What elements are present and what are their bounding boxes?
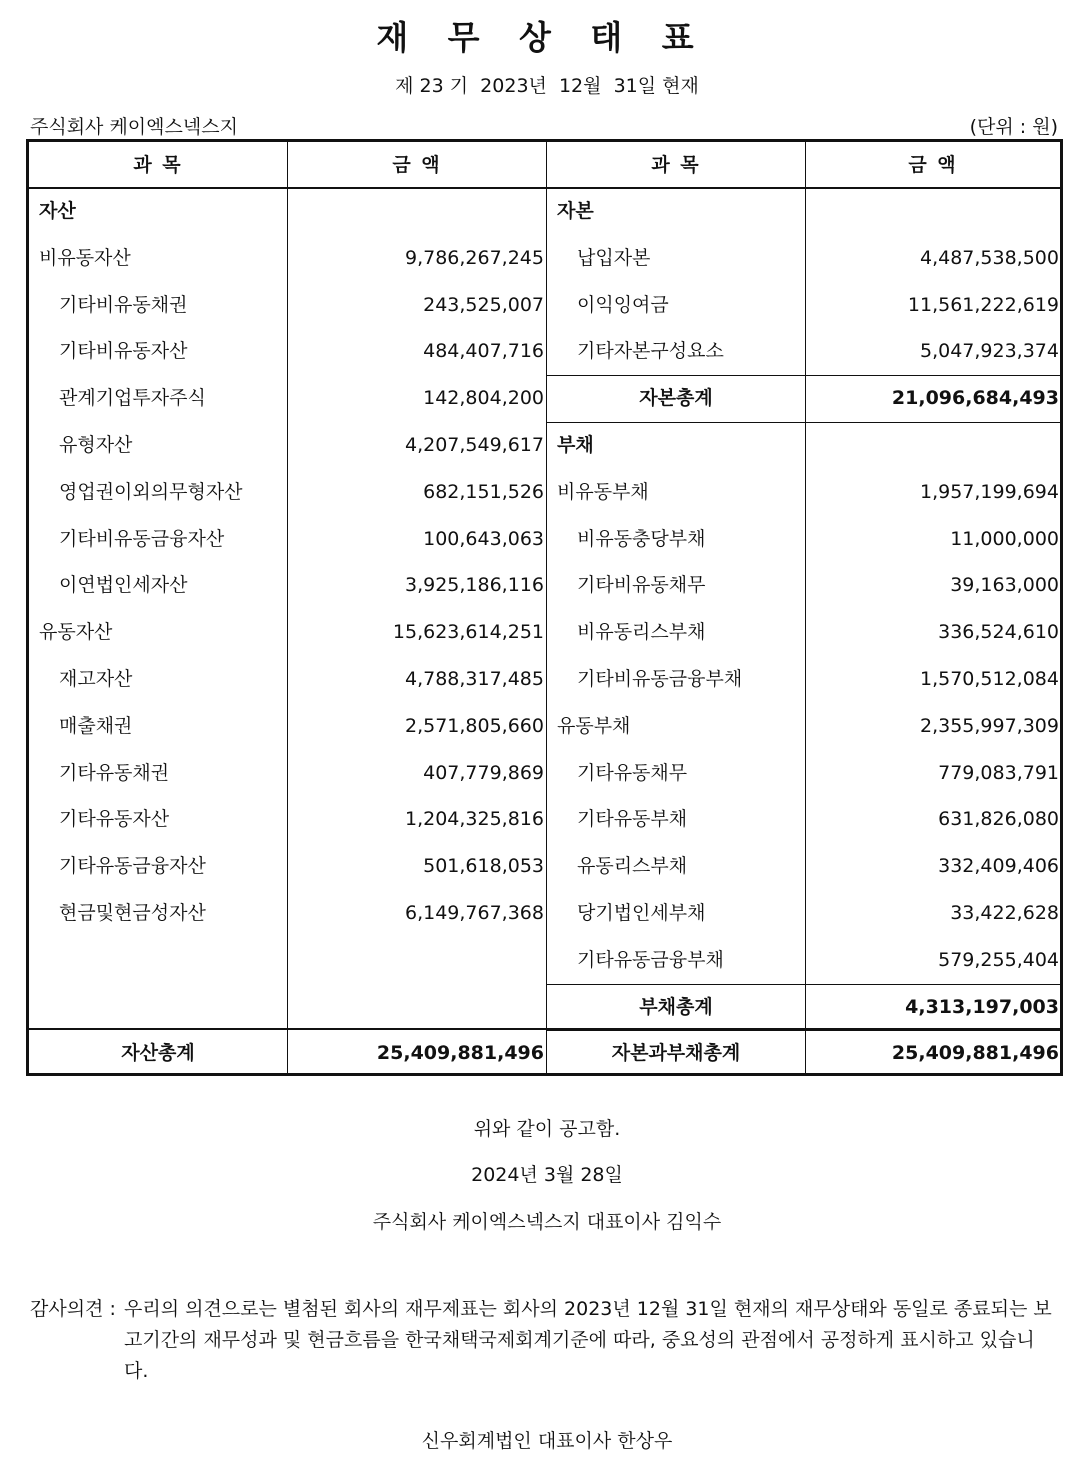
column-divider [805, 142, 806, 1073]
left-row-label: 매출채권 [59, 714, 133, 737]
right-row-label: 비유동충당부채 [577, 527, 706, 550]
right-row-amount: 2,355,997,309 [919, 714, 1059, 737]
left-row-amount: 682,151,526 [423, 480, 544, 503]
column-divider [287, 142, 288, 1073]
header-left-amount: 금 액 [392, 154, 442, 176]
right-row-label: 기타유동금융부채 [577, 948, 724, 971]
left-row-label: 유동자산 [39, 621, 113, 644]
left-row-label: 비유동자산 [39, 246, 131, 269]
audit-opinion-text: 우리의 의견으로는 별첨된 회사의 재무제표는 회사의 2023년 12월 31일 현재의 재무상태와 동일로 종료되는 보고기간의 재무성과 및 현금흐름을 한국채택국제회계기준에 따라, 중요성의 관점에서 공정하게 표시하고 있습니다. [124, 1298, 1052, 1382]
right-row-amount: 21,096,684,493 [891, 387, 1059, 410]
left-row-label: 영업권이외의무형자산 [59, 480, 243, 503]
left-row-amount: 1,204,325,816 [404, 808, 544, 831]
company-name: 주식회사 케이엑스넥스지 [30, 116, 238, 138]
right-row-amount: 579,255,404 [938, 948, 1059, 971]
left-row-amount: 6,149,767,368 [404, 902, 544, 924]
left-row-label: 현금및현금성자산 [59, 902, 206, 924]
right-row-label: 자본 [557, 200, 594, 222]
right-row-amount: 33,422,628 [950, 902, 1059, 924]
left-row-amount: 4,207,549,617 [404, 434, 544, 456]
left-row-label: 자산 [39, 200, 76, 222]
left-row-label: 기타비유동자산 [59, 340, 188, 363]
right-row-amount: 336,524,610 [938, 621, 1059, 644]
right-row-label: 기타비유동채무 [577, 574, 706, 597]
left-row-amount: 4,788,317,485 [404, 668, 544, 690]
auditor-signature: 신우회계법인 대표이사 한상우 [421, 1430, 673, 1452]
right-row-amount: 4,313,197,003 [905, 995, 1059, 1018]
right-row-label: 이익잉여금 [577, 293, 669, 316]
left-row-label: 유형자산 [59, 434, 133, 456]
total-equity-liabilities-label: 자본과부채총계 [611, 1042, 741, 1064]
right-row-label: 기타유동부채 [577, 808, 688, 831]
right-row-amount: 11,561,222,619 [907, 293, 1059, 316]
right-row-amount [806, 422, 1059, 469]
column-divider [546, 142, 547, 1073]
left-row-amount: 15,623,614,251 [392, 621, 544, 644]
right-row-label: 당기법인세부채 [577, 902, 706, 924]
page-title: 재 무 상 태 표 [376, 18, 708, 57]
left-row-amount: 407,779,869 [423, 761, 544, 784]
left-row-label: 기타비유동채권 [59, 293, 188, 316]
right-row-label: 부채총계 [639, 995, 713, 1018]
total-row-top-border [547, 375, 1060, 376]
right-row-amount: 4,487,538,500 [919, 246, 1059, 269]
right-row-amount: 11,000,000 [950, 527, 1059, 550]
left-row-amount: 100,643,063 [423, 527, 544, 550]
left-row-label: 기타유동자산 [59, 808, 170, 831]
left-row-amount: 9,786,267,245 [404, 246, 544, 269]
left-row-amount: 501,618,053 [423, 855, 544, 878]
right-row-label: 기타유동채무 [577, 761, 688, 784]
total-equity-liabilities-amount: 25,409,881,496 [891, 1042, 1059, 1064]
left-row-label: 재고자산 [59, 668, 133, 690]
right-row-label: 납입자본 [577, 246, 651, 269]
header-right-item: 과 목 [651, 154, 701, 176]
right-row-amount [806, 188, 1059, 235]
right-row-amount: 1,570,512,084 [919, 668, 1059, 690]
right-row-label: 비유동리스부채 [577, 621, 706, 644]
left-row-amount: 484,407,716 [423, 340, 544, 363]
left-row-amount: 3,925,186,116 [404, 574, 544, 597]
right-row-label: 기타비유동금융부채 [577, 668, 743, 690]
audit-opinion-label: 감사의견 : [30, 1298, 116, 1320]
right-row-label: 유동리스부채 [577, 855, 688, 878]
right-row-label: 부채 [557, 434, 594, 456]
left-row-label: 기타유동채권 [59, 761, 170, 784]
right-row-amount: 779,083,791 [938, 761, 1059, 784]
left-row-amount: 2,571,805,660 [404, 714, 544, 737]
left-row-label: 기타비유동금융자산 [59, 527, 225, 550]
right-row-label: 자본총계 [639, 387, 713, 410]
total-assets-label: 자산총계 [121, 1042, 195, 1064]
right-row-amount: 39,163,000 [950, 574, 1059, 597]
right-row-label: 비유동부채 [557, 480, 649, 503]
total-row-bottom-border [547, 1030, 1060, 1031]
left-row-amount: 243,525,007 [423, 293, 544, 316]
left-row-amount [288, 188, 544, 235]
notice-text: 위와 같이 공고함. [473, 1118, 621, 1140]
totals-top-border [29, 1028, 1060, 1030]
right-row-amount: 5,047,923,374 [919, 340, 1059, 363]
left-row-amount: 142,804,200 [423, 387, 544, 410]
balance-sheet-table [26, 139, 1063, 1076]
currency-unit: (단위 : 원) [969, 116, 1058, 138]
right-row-label: 유동부채 [557, 714, 631, 737]
right-row-amount: 332,409,406 [938, 855, 1059, 878]
total-assets-amount: 25,409,881,496 [376, 1042, 544, 1064]
right-row-label: 기타자본구성요소 [577, 340, 724, 363]
header-bottom-border [29, 187, 1060, 189]
left-row-label: 관계기업투자주식 [59, 387, 206, 410]
right-row-amount: 1,957,199,694 [919, 480, 1059, 503]
left-row-label: 이연법인세자산 [59, 574, 188, 597]
left-row-label: 기타유동금융자산 [59, 855, 206, 878]
total-row-top-border [547, 984, 1060, 985]
header-left-item: 과 목 [133, 154, 183, 176]
report-period: 제 23 기 2023년 12월 31일 현재 [395, 75, 699, 97]
notice-date: 2024년 3월 28일 [471, 1164, 623, 1186]
right-row-amount: 631,826,080 [938, 808, 1059, 831]
header-right-amount: 금 액 [908, 154, 958, 176]
notice-signer: 주식회사 케이엑스넥스지 대표이사 김익수 [372, 1211, 722, 1233]
